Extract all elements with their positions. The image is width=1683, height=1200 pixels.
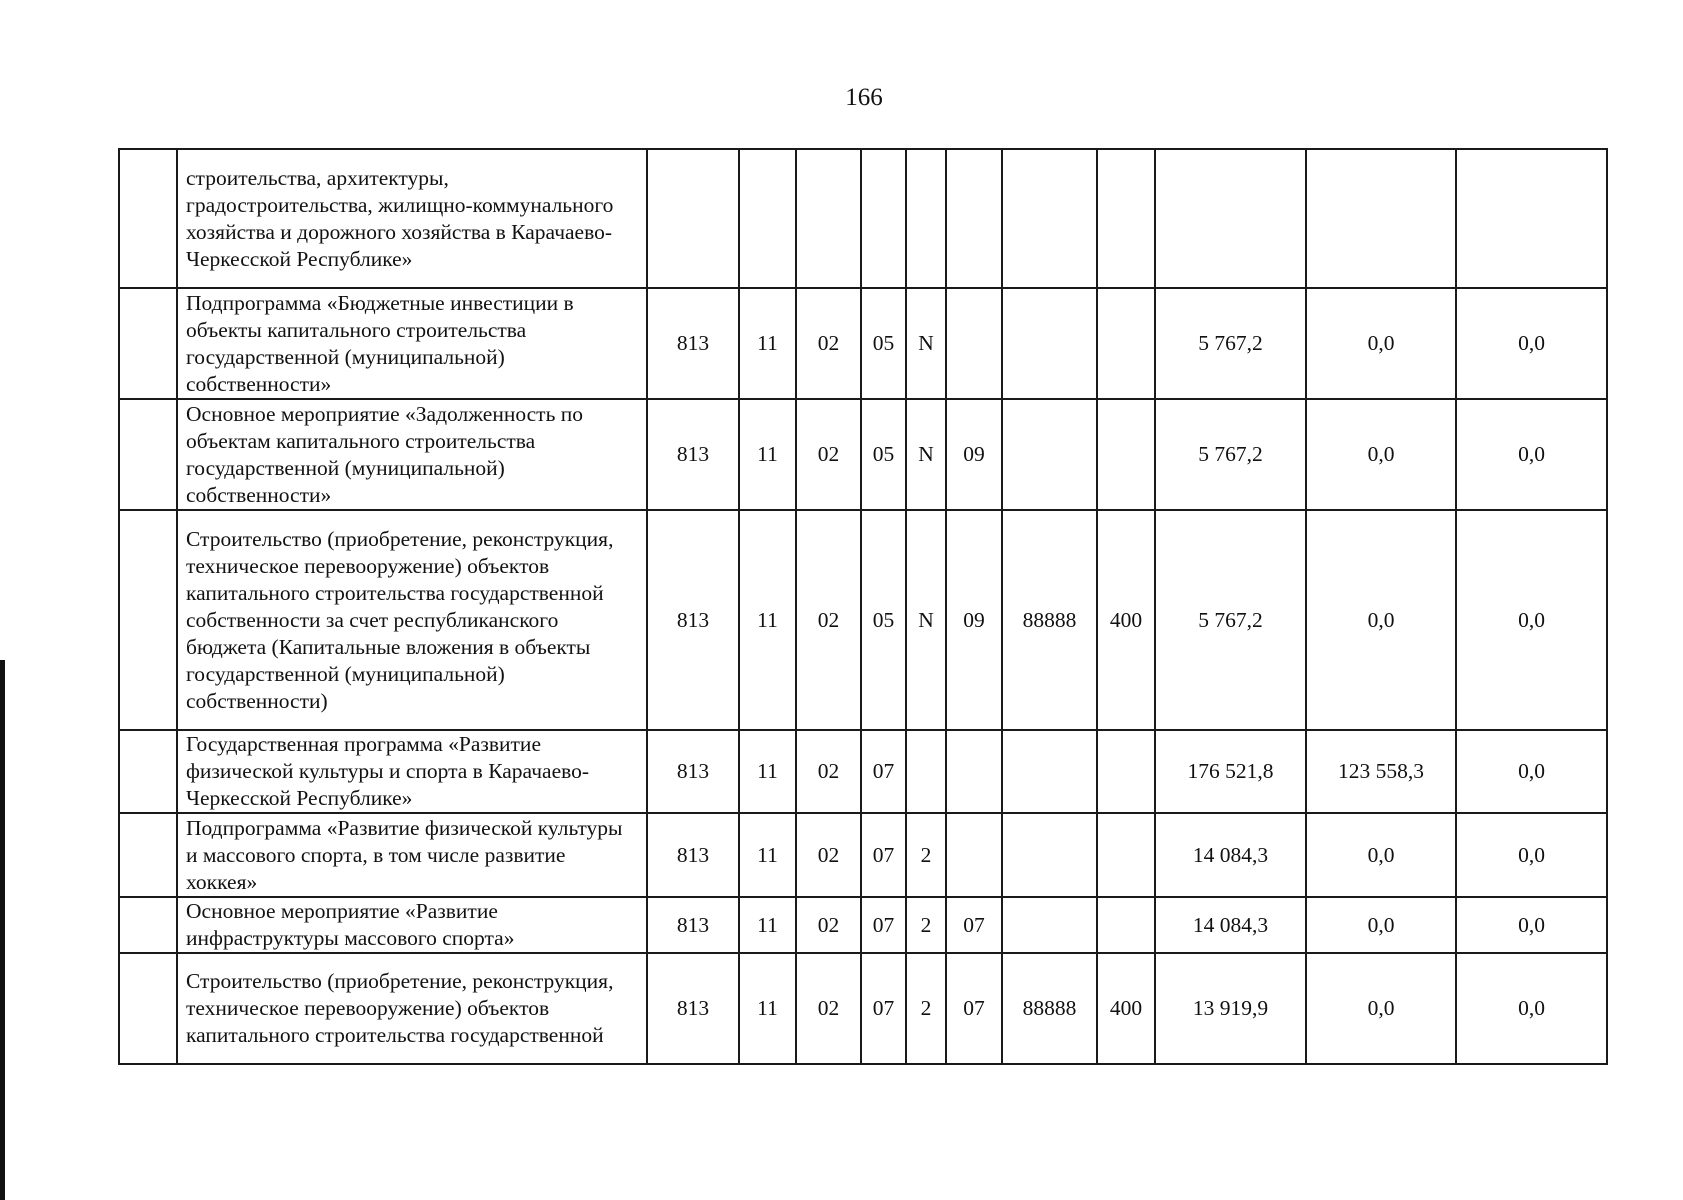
amount-1-cell: 13 919,9 [1155,953,1306,1064]
subsection-code-cell: 02 [796,399,861,510]
row-number-cell [119,399,177,510]
measure-code-cell [946,730,1002,813]
ministry-code-cell [647,149,739,288]
program-code-cell: 07 [861,953,906,1064]
subprogram-code-cell: 2 [906,813,946,897]
table-row [119,897,1607,953]
section-code-cell: 11 [739,897,796,953]
amount-1-cell [1155,149,1306,288]
amount-3-cell: 0,0 [1456,730,1607,813]
subsection-code-cell: 02 [796,897,861,953]
measure-code-cell [946,288,1002,399]
amount-1-cell: 14 084,3 [1155,897,1306,953]
section-code-cell: 11 [739,510,796,730]
amount-1-cell: 176 521,8 [1155,730,1306,813]
row-number-cell [119,510,177,730]
direction-code-cell [1002,149,1097,288]
description-cell: Подпрограмма «Бюджетные инвестиции в объекты капитального строительства государственной (муниципальной) собственности» [177,288,647,399]
direction-code-cell [1002,730,1097,813]
measure-code-cell [946,149,1002,288]
expense-type-cell: 400 [1097,953,1155,1064]
measure-code-cell: 09 [946,510,1002,730]
amount-2-cell: 0,0 [1306,953,1456,1064]
ministry-code-cell: 813 [647,953,739,1064]
program-code-cell: 05 [861,288,906,399]
expense-type-cell: 400 [1097,510,1155,730]
scan-edge-line [0,660,5,1200]
direction-code-cell [1002,288,1097,399]
subprogram-code-cell: N [906,288,946,399]
description-cell: Строительство (приобретение, реконструкция, техническое перевооружение) объектов капитального строительства государственной [177,953,647,1064]
row-number-cell [119,730,177,813]
program-code-cell: 05 [861,399,906,510]
description-cell: строительства, архитектуры, градостроительства, жилищно-коммунального хозяйства и дорожного хозяйства в Карачаево-Черкесской Республике» [177,149,647,288]
ministry-code-cell: 813 [647,813,739,897]
measure-code-cell [946,813,1002,897]
measure-code-cell: 07 [946,953,1002,1064]
program-code-cell [861,149,906,288]
amount-2-cell: 0,0 [1306,288,1456,399]
program-code-cell: 07 [861,897,906,953]
section-code-cell: 11 [739,730,796,813]
section-code-cell: 11 [739,399,796,510]
subsection-code-cell: 02 [796,953,861,1064]
subprogram-code-cell [906,730,946,813]
table-row [119,288,1607,399]
amount-1-cell: 14 084,3 [1155,813,1306,897]
amount-2-cell: 0,0 [1306,813,1456,897]
direction-code-cell [1002,897,1097,953]
amount-3-cell: 0,0 [1456,510,1607,730]
expense-type-cell [1097,399,1155,510]
amount-3-cell [1456,149,1607,288]
amount-3-cell: 0,0 [1456,399,1607,510]
measure-code-cell: 07 [946,897,1002,953]
ministry-code-cell: 813 [647,897,739,953]
direction-code-cell: 88888 [1002,953,1097,1064]
budget-table [118,148,1608,1065]
amount-3-cell: 0,0 [1456,813,1607,897]
amount-2-cell: 0,0 [1306,897,1456,953]
ministry-code-cell: 813 [647,288,739,399]
program-code-cell: 05 [861,510,906,730]
description-cell: Подпрограмма «Развитие физической культуры и массового спорта, в том числе развитие хоккея» [177,813,647,897]
measure-code-cell: 09 [946,399,1002,510]
row-number-cell [119,288,177,399]
section-code-cell: 11 [739,953,796,1064]
amount-3-cell: 0,0 [1456,897,1607,953]
page-number: 166 [845,84,883,111]
table-row [119,953,1607,1064]
amount-2-cell: 123 558,3 [1306,730,1456,813]
ministry-code-cell: 813 [647,399,739,510]
ministry-code-cell: 813 [647,510,739,730]
description-cell: Государственная программа «Развитие физической культуры и спорта в Карачаево-Черкесской Республике» [177,730,647,813]
amount-1-cell: 5 767,2 [1155,399,1306,510]
expense-type-cell [1097,813,1155,897]
row-number-cell [119,813,177,897]
amount-2-cell [1306,149,1456,288]
table-row [119,730,1607,813]
table-row [119,149,1607,288]
program-code-cell: 07 [861,813,906,897]
amount-1-cell: 5 767,2 [1155,288,1306,399]
amount-2-cell: 0,0 [1306,399,1456,510]
table-row [119,399,1607,510]
subprogram-code-cell: N [906,510,946,730]
subprogram-code-cell: N [906,399,946,510]
amount-3-cell: 0,0 [1456,288,1607,399]
ministry-code-cell: 813 [647,730,739,813]
program-code-cell: 07 [861,730,906,813]
amount-2-cell: 0,0 [1306,510,1456,730]
description-cell: Строительство (приобретение, реконструкция, техническое перевооружение) объектов капитального строительства государственной собственности за счет республиканского бюджета (Капитальные вложения в объекты государственной (муниципальной) собственности) [177,510,647,730]
section-code-cell [739,149,796,288]
amount-3-cell: 0,0 [1456,953,1607,1064]
expense-type-cell [1097,149,1155,288]
subsection-code-cell: 02 [796,288,861,399]
table-row [119,813,1607,897]
expense-type-cell [1097,288,1155,399]
subsection-code-cell [796,149,861,288]
description-cell: Основное мероприятие «Развитие инфраструктуры массового спорта» [177,897,647,953]
subsection-code-cell: 02 [796,813,861,897]
section-code-cell: 11 [739,288,796,399]
amount-1-cell: 5 767,2 [1155,510,1306,730]
row-number-cell [119,897,177,953]
direction-code-cell [1002,813,1097,897]
subprogram-code-cell [906,149,946,288]
description-cell: Основное мероприятие «Задолженность по объектам капитального строительства государственной (муниципальной) собственности» [177,399,647,510]
subprogram-code-cell: 2 [906,953,946,1064]
subprogram-code-cell: 2 [906,897,946,953]
row-number-cell [119,953,177,1064]
direction-code-cell [1002,399,1097,510]
direction-code-cell: 88888 [1002,510,1097,730]
expense-type-cell [1097,730,1155,813]
subsection-code-cell: 02 [796,510,861,730]
subsection-code-cell: 02 [796,730,861,813]
section-code-cell: 11 [739,813,796,897]
row-number-cell [119,149,177,288]
expense-type-cell [1097,897,1155,953]
table-row [119,510,1607,730]
